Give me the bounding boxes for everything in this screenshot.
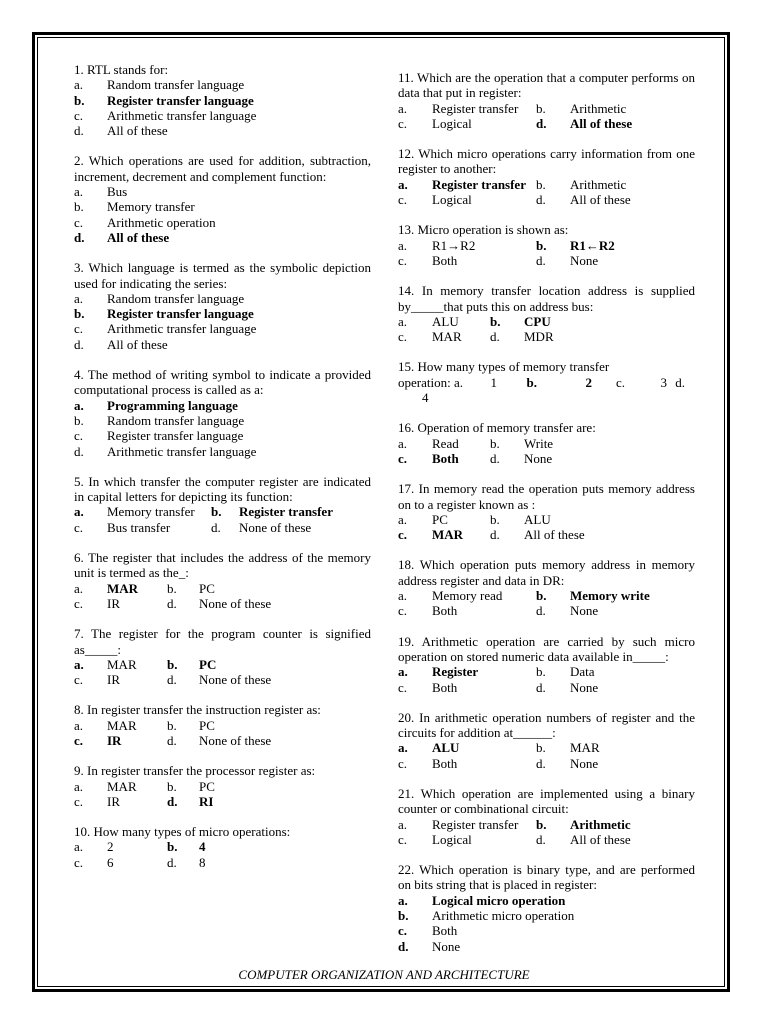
option-c: c. Arithmetic operation bbox=[74, 214, 216, 230]
question-11: 11. Which are the operation that a computer performs on data that put in register: a. Register transfer b. Arithmetic c. Logical d. All of these bbox=[398, 70, 695, 131]
question-stem: 11. Which are the operation that a computer performs on data that put in register: bbox=[398, 70, 695, 101]
option-d-answer: d. All of these bbox=[74, 229, 170, 245]
question-stem: 10. How many types of micro operations: bbox=[74, 824, 291, 840]
question-stem: 3. Which language is termed as the symbolic depiction used for indicating the series: bbox=[74, 260, 371, 291]
question-stem: 4. The method of writing symbol to indicate a provided computational process is called as a: bbox=[74, 367, 371, 398]
question-15: 15. How many types of memory transfer operation: a. 1 b. 2 c. 3 d. 4 bbox=[398, 359, 695, 405]
option-d: d. Arithmetic transfer language bbox=[74, 443, 257, 459]
question-6: 6. The register that includes the address of the memory unit is termed as the_: a. MAR b. PC c. IR d. None of these bbox=[74, 550, 371, 611]
option-d: d. None bbox=[398, 938, 461, 954]
question-stem: 17. In memory read the operation puts memory address on to a register known as : bbox=[398, 481, 695, 512]
option-a: a. Random transfer language bbox=[74, 77, 245, 93]
question-10: 10. How many types of micro operations: a. 2 b. 4 c. 6 d. 8 bbox=[74, 824, 371, 870]
question-stem: 21. Which operation are implemented using a binary counter or combinational circuit: bbox=[398, 785, 695, 817]
option-b: b. Arithmetic micro operation bbox=[398, 908, 575, 924]
question-22 bbox=[398, 862, 695, 954]
question-20: 20. In arithmetic operation numbers of register and the circuits for addition at______: a. ALU b. MAR c. Both d. None bbox=[398, 709, 695, 771]
left-column bbox=[74, 62, 371, 885]
answer: RI bbox=[199, 793, 214, 809]
option-d: d. All of these bbox=[74, 123, 168, 139]
answer: Register transfer bbox=[432, 176, 526, 192]
question-5 bbox=[74, 474, 371, 535]
question-stem: 9. In register transfer the processor register as: bbox=[74, 763, 316, 779]
options-row-1: a. Memory transfer b. Register transfer bbox=[74, 504, 333, 520]
question-16: 16. Operation of memory transfer are: a. Read b. Write c. Both d. None bbox=[398, 420, 695, 466]
option-b: b. Memory transfer bbox=[74, 199, 195, 215]
question-9: 9. In register transfer the processor register as: a. MAR b. PC c. IR d. RI bbox=[74, 763, 371, 809]
answer: R1←R2 bbox=[570, 237, 615, 253]
answer: MAR bbox=[432, 527, 464, 543]
option-c: c. Arithmetic transfer language bbox=[74, 107, 257, 123]
answer: MAR bbox=[107, 580, 139, 596]
options-row-2: c. Bus transfer d. None of these bbox=[74, 519, 312, 535]
question-17: 17. In memory read the operation puts memory address on to a register known as : a. PC b. ALU c. MAR d. All of these bbox=[398, 481, 695, 543]
answer: Arithmetic bbox=[570, 816, 631, 832]
question-7: 7. The register for the program counter is signified as_____: a. MAR b. PC c. IR d. None of these bbox=[74, 626, 371, 688]
question-2 bbox=[74, 153, 371, 245]
answer: 4 bbox=[199, 839, 206, 855]
question-stem: 20. In arithmetic operation numbers of register and the circuits for addition at______: bbox=[398, 709, 695, 741]
answer: ALU bbox=[432, 740, 460, 756]
question-stem: 1. RTL stands for: bbox=[74, 62, 169, 77]
right-column bbox=[398, 70, 695, 969]
answer: All of these bbox=[570, 115, 633, 131]
answer: Register bbox=[432, 664, 479, 680]
question-stem: 13. Micro operation is shown as: bbox=[398, 222, 569, 238]
answer: Memory write bbox=[570, 588, 650, 604]
option-b: b. Random transfer language bbox=[74, 412, 245, 428]
question-8: 8. In register transfer the instruction register as: a. MAR b. PC c. IR d. None of these bbox=[74, 702, 371, 748]
question-stem: 2. Which operations are used for addition, subtraction, increment, decrement and complement function: bbox=[74, 153, 371, 184]
option-b-answer: b. Register transfer language bbox=[74, 92, 254, 108]
option-c: c. Arithmetic transfer language bbox=[74, 321, 257, 337]
question-stem: 16. Operation of memory transfer are: bbox=[398, 420, 596, 436]
question-stem: 7. The register for the program counter is signified as_____: bbox=[74, 626, 371, 657]
option-d: d. All of these bbox=[74, 336, 168, 352]
question-stem: 14. In memory transfer location address is supplied by_____that puts this on address bus: bbox=[398, 283, 695, 314]
question-18: 18. Which operation puts memory address in memory address register and data in DR: a. Memory read b. Memory write c. Both d. None bbox=[398, 557, 695, 619]
option-a-answer: a. Logical micro operation bbox=[398, 892, 566, 908]
question-stem: 5. In which transfer the computer register are indicated in capital letters for depicting its function: bbox=[74, 473, 371, 505]
option-c: c. Register transfer language bbox=[74, 428, 244, 444]
question-stem: 19. Arithmetic operation are carried by such micro operation on stored numeric data available in_____: bbox=[398, 633, 695, 664]
question-21: 21. Which operation are implemented using a binary counter or combinational circuit: a. Register transfer b. Arithmetic c. Logical d. All of these bbox=[398, 785, 695, 847]
question-1 bbox=[74, 62, 371, 138]
option-c: c. Both bbox=[398, 923, 458, 939]
option-a-answer: a. Programming language bbox=[74, 397, 238, 413]
question-stem: 6. The register that includes the address of the memory unit is termed as the_: bbox=[74, 550, 371, 581]
answer: IR bbox=[107, 732, 122, 748]
answer: 2 bbox=[585, 374, 592, 390]
answer: PC bbox=[199, 656, 217, 672]
question-19: 19. Arithmetic operation are carried by such micro operation on stored numeric data available in_____: a. Register b. Data c. Both d. None bbox=[398, 633, 695, 695]
answer: Register transfer bbox=[239, 504, 333, 520]
question-stem: 22. Which operation is binary type, and are performed on bits string that is placed in register: bbox=[398, 862, 695, 893]
question-14: 14. In memory transfer location address is supplied by_____that puts this on address bus: a. ALU b. CPU c. MAR d. MDR bbox=[398, 283, 695, 345]
question-stem: 15. How many types of memory transfer bbox=[398, 359, 610, 375]
question-12: 12. Which micro operations carry information from one register to another: a. Register transfer b. Arithmetic c. Logical d. All of these bbox=[398, 146, 695, 208]
question-3 bbox=[74, 260, 371, 352]
answer: Both bbox=[432, 450, 459, 466]
question-stem: 18. Which operation puts memory address in memory address register and data in DR: bbox=[398, 557, 695, 588]
option-b-answer: b. Register transfer language bbox=[74, 306, 254, 322]
option-a: a. Bus bbox=[74, 184, 128, 200]
option-a: a. Random transfer language bbox=[74, 290, 245, 306]
page-footer: COMPUTER ORGANIZATION AND ARCHITECTURE bbox=[238, 967, 530, 982]
answer: CPU bbox=[524, 313, 551, 329]
question-4 bbox=[74, 367, 371, 459]
question-stem: 8. In register transfer the instruction register as: bbox=[74, 702, 321, 718]
question-stem: 12. Which micro operations carry information from one register to another: bbox=[398, 146, 695, 177]
question-13: 13. Micro operation is shown as: a. R1→R2 b. R1←R2 c. Both d. None bbox=[398, 222, 695, 268]
